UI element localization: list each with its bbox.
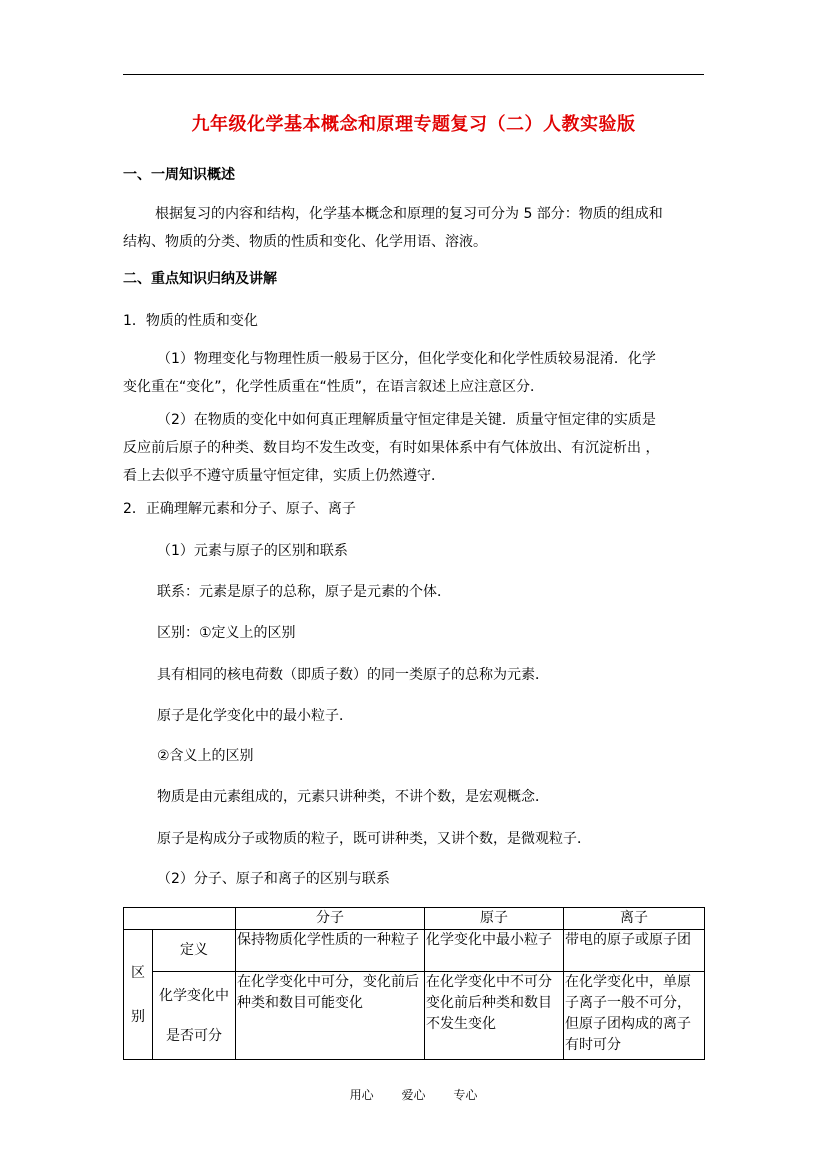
table-cell: 带电的原子或原子团 xyxy=(564,930,705,972)
item-2-link-text: 联系：元素是原子的总称，原子是元素的个体． xyxy=(157,584,451,600)
page-footer xyxy=(123,1086,704,1103)
group-label: 区 xyxy=(131,964,145,981)
paragraph-line: （2）在物质的变化中如何真正理解质量守恒定律是关键．质量守恒定律的实质是 xyxy=(157,412,656,428)
item-1-heading: 1．物质的性质和变化 xyxy=(123,313,258,329)
item-2-heading: 2．正确理解元素和分子、原子、离子 xyxy=(123,501,356,517)
item-2-diff-2: ②含义上的区别 xyxy=(157,748,254,764)
table-cell: 在化学变化中不可分变化前后种类和数目不发生变化 xyxy=(425,972,564,1060)
table-header-row xyxy=(124,908,705,930)
section-1-paragraph xyxy=(123,200,723,256)
table-cell: 在化学变化中可分，变化前后种类和数目可能变化 xyxy=(236,972,425,1060)
paragraph-line: 看上去似乎不遵守质量守恒定律，实质上仍然遵守． xyxy=(123,468,445,484)
footer-text: 用心 xyxy=(349,1088,374,1102)
row-label-cell xyxy=(153,972,236,1060)
row-label-cell: 定义 xyxy=(153,930,236,972)
table-row xyxy=(124,972,705,1060)
table-cell: 保持物质化学性质的一种粒子 xyxy=(236,930,425,972)
item-2-diff-1b: 原子是化学变化中的最小粒子． xyxy=(157,708,353,724)
item-2-diff-2b: 原子是构成分子或物质的粒子，既可讲种类，又讲个数，是微观粒子． xyxy=(157,831,591,847)
footer-text: 爱心 xyxy=(401,1088,426,1102)
item-1-paragraph-1 xyxy=(123,345,723,401)
item-2-diff-1: 区别：①定义上的区别 xyxy=(157,625,296,641)
paragraph-line: 结构、物质的分类、物质的性质和变化、化学用语、溶液。 xyxy=(123,234,487,250)
comparison-table xyxy=(123,907,705,1060)
row-label-line: 是否可分 xyxy=(166,1027,222,1044)
section-heading-1: 一、一周知识概述 xyxy=(123,167,235,183)
top-rule xyxy=(123,74,704,75)
table-header-cell: 原子 xyxy=(425,908,564,930)
section-heading-2: 二、重点知识归纳及讲解 xyxy=(123,271,277,287)
page-title: 九年级化学基本概念和原理专题复习（二）人教实验版 xyxy=(191,114,636,135)
group-label: 别 xyxy=(131,1008,145,1025)
table-header-cell: 离子 xyxy=(564,908,705,930)
paragraph-line: 变化重在“变化”，化学性质重在“性质”，在语言叙述上应注意区分． xyxy=(123,379,545,395)
table-corner-cell xyxy=(124,908,236,930)
group-label-cell xyxy=(124,930,153,1060)
table-row xyxy=(124,930,705,972)
item-2-diff-2a: 物质是由元素组成的，元素只讲种类，不讲个数，是宏观概念． xyxy=(157,789,549,805)
table-cell: 化学变化中最小粒子 xyxy=(425,930,564,972)
item-1-paragraph-2 xyxy=(123,406,723,490)
item-2-sub-2: （2）分子、原子和离子的区别与联系 xyxy=(157,871,390,887)
table-header-cell: 分子 xyxy=(236,908,425,930)
footer-text: 专心 xyxy=(453,1088,478,1102)
item-2-sub-1: （1）元素与原子的区别和联系 xyxy=(157,543,348,559)
table-cell: 在化学变化中，单原子离子一般不可分，但原子团构成的离子有时可分 xyxy=(564,972,705,1060)
item-2-diff-1a: 具有相同的核电荷数（即质子数）的同一类原子的总称为元素． xyxy=(157,667,549,683)
row-label-line: 化学变化中 xyxy=(159,987,229,1004)
paragraph-line: 反应前后原子的种类、数目均不发生改变，有时如果体系中有气体放出、有沉淀析出 ， xyxy=(123,440,660,456)
paragraph-line: 根据复习的内容和结构，化学基本概念和原理的复习可分为 5 部分：物质的组成和 xyxy=(155,206,663,222)
paragraph-line: （1）物理变化与物理性质一般易于区分，但化学变化和化学性质较易混淆．化学 xyxy=(157,351,656,367)
